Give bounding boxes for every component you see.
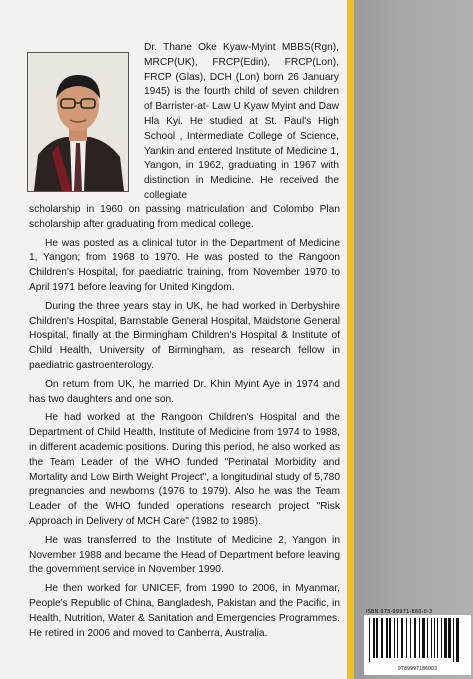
barcode bbox=[364, 615, 471, 675]
bio-paragraph-2: He was posted as a clinical tutor in the Department of Medicine 1, Yangon; from 1968 to 1970. He was posted to the Rangoon Children's Hospital, for paediatric training, from November 1970 to April 1971 before leaving for United Kingdom. bbox=[29, 237, 340, 293]
bio-paragraph-4: On return from UK, he married Dr. Khin Myint Aye in 1974 and has two daughters and one son. bbox=[29, 378, 340, 405]
bio-paragraph-3: During the three years stay in UK, he had worked in Derbyshire Children's Hospital, Barnstable General Hospital, Maidstone General Hospital, finally at the Birmingham Children's Hospital & Institute of Child Health, University of Birmingham, as research fellow in paediatric gastroenterology. bbox=[29, 300, 340, 371]
grey-side-panel bbox=[354, 0, 473, 679]
yellow-edge-stripe bbox=[347, 0, 354, 679]
bio-paragraph-7: He then worked for UNICEF, from 1990 to 2006, in Myanmar, People's Republic of China, Bangladesh, Pakistan and the Pacific, in Health, Nutrition, Water & Sanitation and Emergencies Programmes. He retired in 2006 and moved to Canberra, Australia. bbox=[29, 583, 340, 639]
isbn-label: ISBN 978-99971-860-0-3 bbox=[366, 609, 433, 615]
barcode-bars-icon bbox=[368, 618, 467, 662]
bio-paragraph-6: He was transferred to the Institute of Medicine 2, Yangon in November 1988 and became the Head of Department before leaving the government service in November 1990. bbox=[29, 534, 340, 576]
author-portrait-image bbox=[28, 53, 128, 191]
bio-paragraph-5: He had worked at the Rangoon Children's Hospital and the Department of Child Health, Institute of Medicine from 1974 to 1988, in different academic positions. During this period, he also worked as the Team Leader of the WHO funded "Perinatal Morbidity and Mortality and Low Birth Weight Project", a longitudinal study of 5,780 pregnancies and newborns (1976 to 1979). Also he was the Team Leader of the WHO funded operations research project "Risk Approach in Delivery of MCH Care" (1982 to 1985). bbox=[29, 412, 340, 527]
author-photo bbox=[27, 52, 129, 192]
bio-intro-paragraph: Dr. Thane Oke Kyaw-Myint MBBS(Rgn), MRCP(UK), FRCP(Edin), FRCP(Lon), FRCP (Glas), DCH (Lon) born 26 January 1945) is the fourth child of seven children of Barrister-at- Law U Kyaw Myint and Daw Hla Kyi. He studied at St. Paul's High School , Intermediate College of Science, Yankin and entered Institute of Medicine 1, Yangon, in 1962, graduating in 1967 with distinction in Medicine. He received the collegiate bbox=[144, 42, 339, 201]
bio-paragraph-1-continued: scholarship in 1960 on passing matriculation and Colombo Plan scholarship after graduating from medical college. bbox=[29, 204, 340, 230]
barcode-digits: 9789997186003 bbox=[397, 666, 438, 672]
bio-body bbox=[29, 203, 340, 645]
